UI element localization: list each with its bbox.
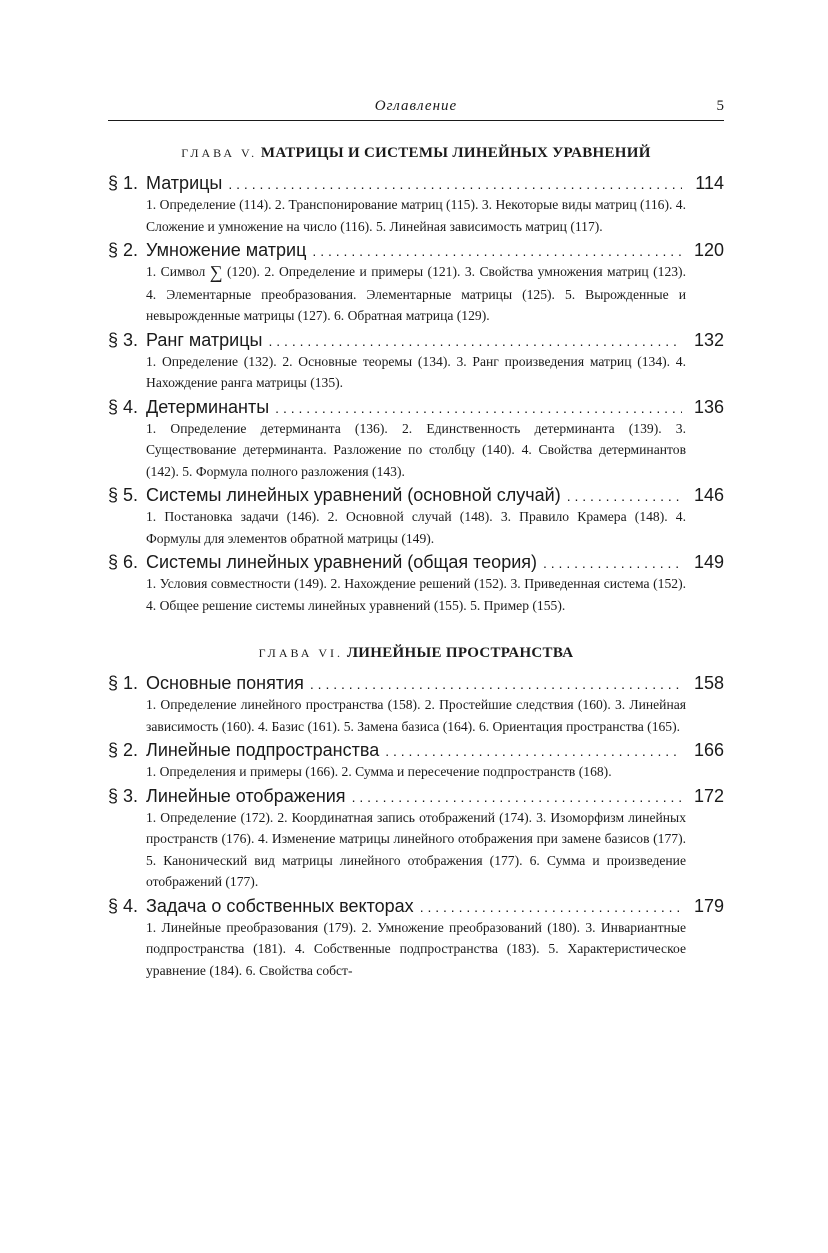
section-title: Системы линейных уравнений (основной случай) (146, 485, 561, 505)
dot-leader (312, 240, 682, 262)
section-number: § 2. (108, 740, 139, 760)
chapter-heading (108, 640, 724, 666)
section-title: Ранг матрицы (146, 329, 263, 350)
toc-entry[interactable] (108, 739, 724, 783)
section-page: 149 (693, 552, 724, 572)
dot-leader (275, 397, 682, 419)
chapter-label: ГЛАВА V. (181, 146, 258, 160)
chapter-title: МАТРИЦЫ И СИСТЕМЫ ЛИНЕЙНЫХ УРАВНЕНИЙ (260, 145, 651, 161)
section-number: § 6. (108, 552, 139, 572)
section-number: § 4. (108, 895, 139, 916)
toc-entry[interactable] (108, 396, 724, 483)
toc-entry[interactable] (108, 672, 724, 737)
toc-entry[interactable] (108, 551, 724, 616)
subsection-list: 1. Линейные преобразования (179). 2. Умножение преобразований (180). 3. Инвариантные подпространства (181). 4. Собственные подпространства (183). 5. Характеристическое уравнение (184). 6. Свойства собст- (146, 919, 686, 978)
section-title: Системы линейных уравнений (общая теория) (146, 552, 537, 572)
section-number: § 4. (108, 396, 139, 417)
section-page: 179 (693, 895, 724, 916)
dot-leader (385, 740, 682, 762)
section-number: § 3. (108, 785, 139, 806)
section-page: 166 (693, 740, 724, 760)
dot-leader (567, 485, 682, 507)
toc-entry[interactable] (108, 785, 724, 893)
section-title: Основные понятия (146, 673, 304, 693)
section-number: § 2. (108, 240, 139, 260)
page-number: 5 (716, 98, 724, 114)
subsection-list: 1. Определение (172). 2. Координатная запись отображений (174). 3. Изоморфизм линейных пространств (176). 4. Изменение матрицы линейного отображения при замене базисов (177). 5. Канонический вид матрицы линейного отображения (177). 6. Сумма и произведение отображений (177). (146, 809, 686, 889)
toc-entry[interactable] (108, 172, 724, 237)
chapter-label: ГЛАВА VI. (258, 646, 344, 660)
toc-entry[interactable] (108, 329, 724, 394)
section-title: Линейные подпространства (146, 740, 380, 760)
subsection-list: 1. Определение линейного пространства (158). 2. Простейшие следствия (160). 3. Линейная зависимость (160). 4. Базис (161). 5. Замена базиса (164). 6. Ориентация пространства (165). (146, 697, 686, 734)
dot-leader (228, 173, 682, 195)
dot-leader (352, 786, 682, 808)
subsection-list (146, 261, 686, 327)
section-page: 132 (693, 329, 724, 350)
subsection-list: 1. Определение (114). 2. Транспонирование матриц (115). 3. Некоторые виды матриц (116). 4. Сложение и умножение на число (116). 5. Линейная зависимость матриц (117). (146, 197, 686, 234)
section-page: 172 (693, 785, 724, 806)
section-number: § 3. (108, 329, 139, 350)
section-number: § 1. (108, 673, 139, 693)
subsection-text-start: 1. Символ (146, 264, 210, 279)
running-head (108, 98, 724, 121)
subsection-list: 1. Постановка задачи (146). 2. Основной случай (148). 3. Правило Крамера (148). 4. Формулы для элементов обратной матрицы (149). (146, 509, 686, 546)
dot-leader (310, 673, 682, 695)
subsection-list: 1. Определение (132). 2. Основные теоремы (134). 3. Ранг произведения матриц (134). 4. Нахождение ранга матрицы (135). (146, 353, 686, 390)
dot-leader (543, 552, 682, 574)
running-head-title: Оглавление (374, 98, 458, 114)
table-of-contents (108, 140, 724, 983)
sigma-symbol: ∑ (209, 262, 223, 282)
section-page: 158 (693, 673, 724, 693)
section-number: § 5. (108, 485, 139, 505)
section-title: Умножение матриц (146, 240, 307, 260)
section-title: Задача о собственных векторах (146, 895, 414, 916)
subsection-list: 1. Определения и примеры (166). 2. Сумма и пересечение подпространств (168). (146, 764, 612, 779)
section-page: 114 (695, 173, 724, 193)
dot-leader (268, 330, 682, 352)
section-page: 120 (693, 240, 724, 260)
toc-entry[interactable] (108, 239, 724, 327)
section-number: § 1. (108, 173, 139, 193)
toc-entry[interactable] (108, 895, 724, 982)
dot-leader (420, 896, 682, 918)
subsection-text: (120). 2. Определение и примеры (121). 3. Свойства умножения матриц (123). 4. Элементарные преобразования. Элементарные матрицы (125). 5. Вырожденные и невырожденные матрицы (127). 6. Обратная матрица (129). (146, 264, 686, 323)
chapter-heading (108, 140, 724, 166)
section-page: 136 (693, 396, 724, 417)
section-title: Линейные отображения (146, 785, 346, 806)
section-title: Матрицы (146, 173, 223, 193)
chapter-title: ЛИНЕЙНЫЕ ПРОСТРАНСТВА (346, 645, 574, 661)
toc-entry[interactable] (108, 484, 724, 549)
section-page: 146 (693, 485, 724, 505)
subsection-list: 1. Определение детерминанта (136). 2. Единственность детерминанта (139). 3. Существование детерминанта. Разложение по столбцу (140). 4. Свойства детерминантов (142). 5. Формула полного разложения (143). (146, 420, 686, 479)
section-title: Детерминанты (146, 396, 270, 417)
subsection-list: 1. Условия совместности (149). 2. Нахождение решений (152). 3. Приведенная система (152). 4. Общее решение системы линейных уравнений (155). 5. Пример (155). (146, 576, 686, 613)
